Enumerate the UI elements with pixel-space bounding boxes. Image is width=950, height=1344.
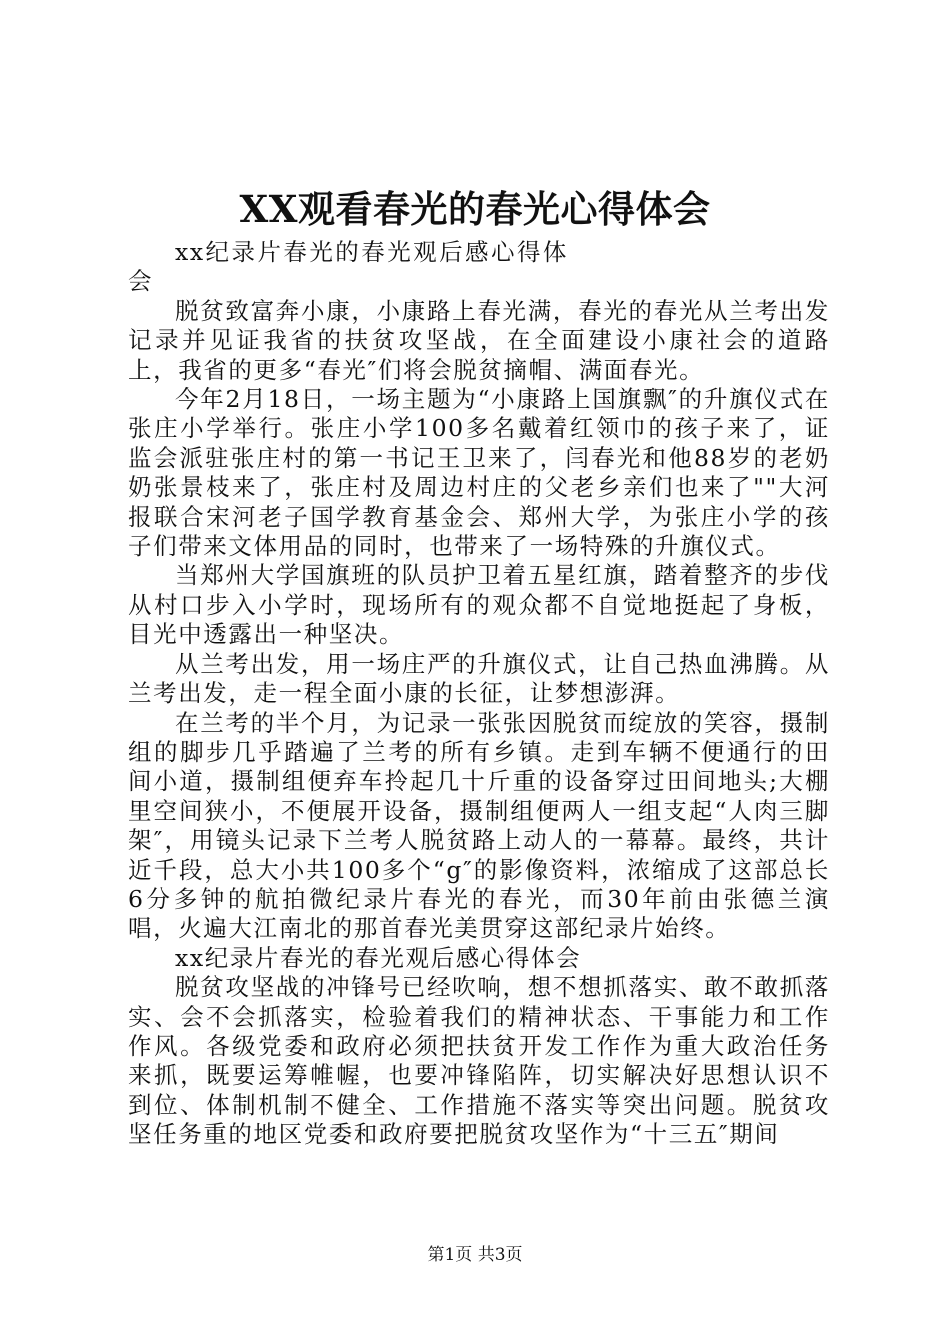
subtitle-paragraph: xx纪录片春光的春光观后感心得体会 [128,238,568,296]
body-paragraph: 脱贫攻坚战的冲锋号已经吹响，想不想抓落实、敢不敢抓落实、会不会抓落实，检验着我们的精神状态、干事能力和工作作风。各级党委和政府必须把扶贫开发工作作为重大政治任务来抓，既要运筹帷幄，也要冲锋陷阵，切实解决好思想认识不到位、体制机制不健全、工作措施不落实等突出问题。脱贫攻坚任务重的地区党委和政府要把脱贫攻坚作为“十三五″期间 [128,973,830,1149]
body-paragraph: 今年2月18日，一场主题为“小康路上国旗飘″的升旗仪式在张庄小学举行。张庄小学100多名戴着红领巾的孩子来了，证监会派驻张庄村的第一书记王卫来了，闫春光和他88岁的老奶奶张景枝来了，张庄村及周边村庄的父老乡亲们也来了""大河报联合宋河老子国学教育基金会、郑州大学，为张庄小学的孩子们带来文体用品的同时，也带来了一场特殊的升旗仪式。 [128,385,830,561]
section-heading-paragraph: xx纪录片春光的春光观后感心得体会 [175,943,582,972]
document-body [128,238,830,1150]
body-paragraph: 当郑州大学国旗班的队员护卫着五星红旗，踏着整齐的步伐从村口步入小学时，现场所有的观众都不自觉地挺起了身板，目光中透露出一种坚决。 [128,561,830,649]
document-title: XX观看春光的春光心得体会 [239,187,711,231]
body-paragraph: 从兰考出发，用一场庄严的升旗仪式，让自己热血沸腾。从兰考出发，走一程全面小康的长征，让梦想澎湃。 [128,649,830,708]
page-footer: 第1页 共3页 [427,1245,523,1265]
body-paragraph: 在兰考的半个月，为记录一张张因脱贫而绽放的笑容，摄制组的脚步几乎踏遍了兰考的所有乡镇。走到车辆不便通行的田间小道，摄制组便弃车拎起几十斤重的设备穿过田间地头;大棚里空间狭小，不便展开设备，摄制组便两人一组支起“人肉三脚架″，用镜头记录下兰考人脱贫路上动人的一幕幕。最终，共计近千段，总大小共100多个“g″的影像资料，浓缩成了这部总长6分多钟的航拍微纪录片春光的春光，而30年前由张德兰演唱，火遍大江南北的那首春光美贯穿这部纪录片始终。 [128,708,830,943]
body-paragraph: 脱贫致富奔小康，小康路上春光满，春光的春光从兰考出发记录并见证我省的扶贫攻坚战，在全面建设小康社会的道路上，我省的更多“春光″们将会脱贫摘帽、满面春光。 [128,296,830,384]
